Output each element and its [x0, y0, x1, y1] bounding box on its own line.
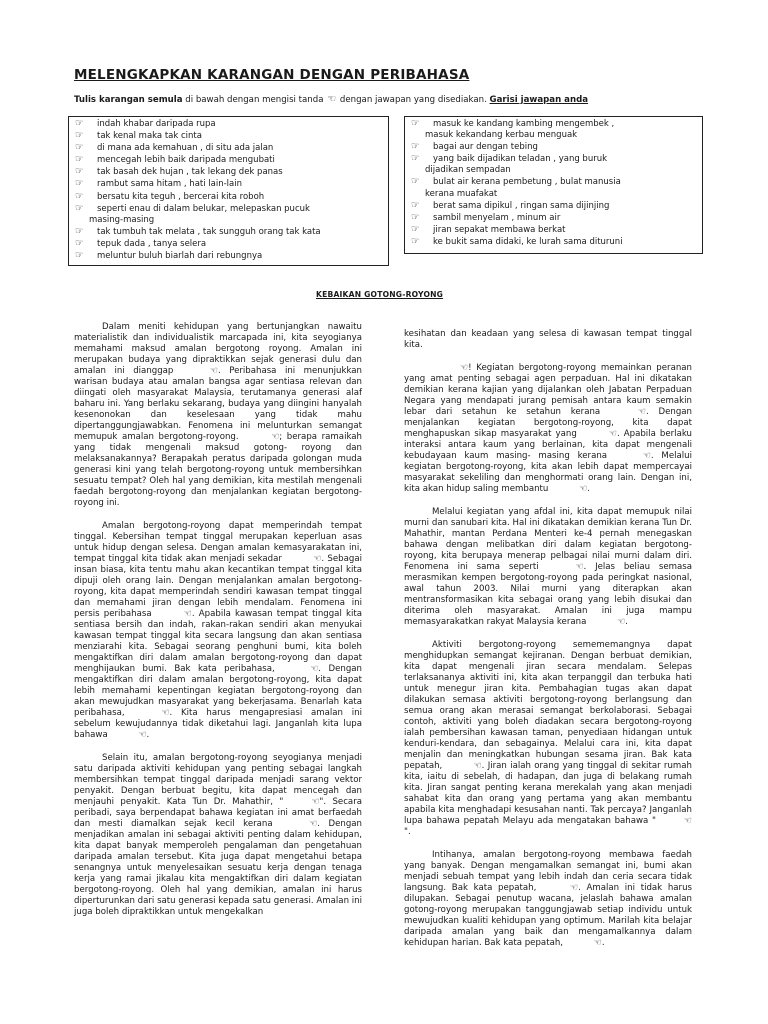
paragraph: Dalam meniti kehidupan yang bertunjangkan nawaitu materialistik dan individualistik marcapada ini, kita seyogianya memahami maksud amalan bergotong royong. Amalan ini merupakan budaya yang dipraktikkan sejak generasi dulu dan amalan ini dianggap ☜. Peribahasa ini menunjukkan warisan budaya atau amalan bangsa agar sentiasa relevan dan diingati oleh masyarakat Malaysia, terutamanya generasi alaf baharu ini. Yang berlaku sekarang, budaya yang diingini hanyalah kesenonokan dan keselesaan yang tidak mahu dipertanggungjawabkan. Fenomena ini melunturkan semangat memupuk amalan bergotong-royong. ☜; berapa ramaikah yang tidak mengenali maksud gotong- royong dan melaksanakannya? Berapakah peratus daripada golongan muda generasi kini yang telah bergotong-royong untuk membersihkan sesuatu tempat? Oleh hal yang demikian, kita mestilah mengenali faedah bergotong-royong dan menjalankan kegiatan bergotong-royong ini.	[74, 322, 362, 508]
list-item: ☞ masuk ke kandang kambing mengembek ,	[411, 118, 615, 129]
list-item: ☞ sambil menyelam , minum air	[411, 211, 561, 223]
proverb-box-left	[68, 116, 389, 266]
instruction-underline: Garisi jawapan anda	[489, 95, 589, 105]
list-item: ☞ mencegah lebih baik daripada mengubati	[75, 154, 275, 166]
hand-bullet-icon: ☞	[75, 166, 83, 178]
blank-pointer-icon: ☜	[642, 451, 651, 461]
list-item: ☞ ke bukit sama didaki, ke lurah sama dituruni	[411, 235, 623, 247]
blank-pointer-icon: ☜	[608, 429, 617, 439]
list-item: ☞ bulat air kerana pembetung , bulat manusia	[411, 176, 621, 188]
blank-pointer-icon: ☜	[209, 366, 218, 376]
paragraph: Aktiviti bergotong-royong semememangnya dapat menghidupkan semangat kejiranan. Dengan berbuat demikian, kita dapat mengenali jiran secara mendalam. Selepas terlaksananya aktiviti ini, kita akan terpanggil dan terbuka hati untuk menegur jiran kita. Pembahagian tugas akan dapat dilakukan semasa aktiviti bergotong-royong berlangsung dan semua orang akan merasai semangat berkolaborasi. Sebagai contoh, aktiviti yang boleh diadakan secara bergotong-royong ialah pembersihan kawasan taman, penyediaan hidangan untuk kenduri-kendara, dan sebagainya. Melalui cara ini, kita dapat menjalin dan meningkatkan hubungan sesama jiran. Bak kata pepatah, ☜. Jiran ialah orang yang tinggal di sekitar rumah kita, iaitu di sebelah, di hadapan, dan juga di belakang rumah kita. Jiran sangat penting kerana merekalah yang akan menjadi sahabat kita dan orang yang pertama yang akan membantu apabila kita menghadapi kesusahan nanti. Tak percaya? Janganlah lupa bahawa pepatah Melayu ada mengatakan bahawa " ☜".	[404, 640, 692, 837]
hand-bullet-icon: ☞	[75, 190, 83, 202]
article-column-right	[404, 329, 692, 961]
blank-pointer-icon: ☜	[161, 708, 170, 718]
paragraph: Amalan bergotong-royong dapat memperindah tempat tinggal. Kebersihan tempat tinggal merupakan keperluan asas untuk hidup dengan selesa. Dengan amalan kemasyarakatan ini, tempat tinggal kita tidak akan menjadi sekadar ☜. Sebagai insan biasa, kita tentu mahu akan kecantikan tempat tinggal kita dipuji oleh orang lain. Dengan menjalankan amalan bergotong-royong, kita dapat memperindah sendiri kawasan tempat tinggal dan memahami jiran dengan lebih mendalam. Fenomena ini persis peribahasa ☜. Apabila kawasan tempat tinggal kita sentiasa bersih dan indah, rakan-rakan sendiri akan menyukai kawasan tempat tinggal kita secara langsung dan akan sentiasa menziarahi kita. Sebagai seorang penghuni bumi, kita boleh mengaktifkan diri dalam amalan bergotong-royong dan dapat menghijaukan bumi. Bak kata peribahasa, ☜. Dengan mengaktifkan diri dalam amalan bergotong-royong, kita dapat lebih memahami kepentingan kegiatan bergotong-royong dan akan mewujudkan masyarakat yang bekerjasama. Benarlah kata peribahasa, ☜. Kita harus mengapresiasi amalan ini sebelum kewujudannya tidak diketahui lagi. Janganlah kita lupa bahawa ☜.	[74, 521, 363, 740]
blank-pointer-icon: ☜	[570, 883, 579, 893]
list-item: ☞ yang baik dijadikan teladan , yang buruk	[411, 153, 608, 165]
instruction-text-1: di bawah dengan mengisi tanda	[182, 95, 327, 105]
list-item: ☞ tak kenal maka tak cinta	[75, 130, 202, 142]
blank-pointer-icon: ☜	[473, 761, 482, 771]
list-item-continuation: masing-masing	[89, 214, 155, 225]
paragraph: Melalui kegiatan yang afdal ini, kita dapat memupuk nilai murni dan sanubari kita. Hal ini dikatakan demikian kerana Tun Dr. Mahathir, mantan Perdana Menteri ke-4 pernah menegaskan bahawa dengan melibatkan diri dalam kegiatan bergotong-royong, kita berupaya menerap pelbagai nilai murni dalam diri. Fenomena ini sama seperti ☜. Jelas beliau semasa merasmikan kempen bergotong-royong pada peringkat nasional, awal tahun 2003. Nilai murni yang diterapkan akan mentransformasikan kita sebagai orang yang lebih disukai dan diterima oleh masyarakat. Amalan ini juga mampu memasyarakatkan rakyat Malaysia kerana ☜.	[404, 507, 692, 627]
list-item: ☞ tak basah dek hujan , tak lekang dek panas	[75, 166, 283, 178]
blank-pointer-icon: ☜	[617, 617, 626, 627]
blank-pointer-icon: ☜	[309, 819, 318, 829]
hand-bullet-icon: ☞	[75, 130, 83, 142]
list-item: ☞ seperti enau di dalam belukar, melepaskan pucuk	[75, 202, 310, 214]
instruction-line	[74, 95, 674, 105]
list-item-continuation: masuk kekandang kerbau menguak	[425, 130, 578, 141]
hand-bullet-icon: ☞	[411, 153, 419, 165]
blank-pointer-icon: ☜	[311, 797, 320, 807]
hand-bullet-icon: ☞	[75, 178, 83, 190]
list-item: ☞ indah khabar daripada rupa	[75, 118, 216, 129]
blank-pointer-icon: ☜	[683, 816, 692, 826]
hand-bullet-icon: ☞	[411, 199, 419, 211]
paragraph: Intihanya, amalan bergotong-royong membawa faedah yang banyak. Dengan mengamalkan semangat ini, bumi akan menjadi sebuah tempat yang lebih indah dan ceria secara tidak langsung. Bak kata pepatah, ☜. Amalan ini tidak harus dilupakan. Sebagai penutup wacana, jelaslah bahawa amalan gotong-royong merupakan tanggungjawab setiap individu untuk mewujudkan kualiti kehidupan yang optimum. Marilah kita belajar daripada amalan yang baik dan mengamalkannya dalam kehidupan harian. Bak kata pepatah, ☜.	[404, 850, 693, 948]
blank-pointer-icon: ☜	[593, 938, 602, 948]
list-item: ☞ bersatu kita teguh , bercerai kita roboh	[75, 190, 265, 202]
hand-bullet-icon: ☞	[75, 142, 83, 154]
hand-bullet-icon: ☞	[411, 141, 419, 153]
list-item: ☞ bagai aur dengan tebing	[411, 141, 538, 153]
list-item-continuation: dijadikan sempadan	[425, 165, 511, 176]
list-item: ☞ berat sama dipikul , ringan sama dijinjing	[411, 199, 610, 211]
list-item: ☞ rambut sama hitam , hati lain-lain	[75, 178, 243, 190]
blank-pointer-icon: ☜	[637, 407, 646, 417]
hand-bullet-icon: ☞	[75, 250, 83, 262]
blank-pointer-icon: ☜	[138, 730, 147, 740]
hand-bullet-icon: ☞	[75, 202, 83, 214]
instruction-bold: Tulis karangan semula	[74, 95, 183, 105]
instruction-text-2: dengan jawapan yang disediakan.	[337, 95, 490, 105]
article-column-left	[74, 322, 362, 930]
hand-bullet-icon: ☞	[75, 118, 83, 129]
hand-bullet-icon: ☞	[75, 237, 83, 249]
worksheet-heading: MELENGKAPKAN KARANGAN DENGAN PERIBAHASA	[74, 67, 470, 83]
hand-bullet-icon: ☞	[411, 211, 419, 223]
proverb-box-right	[404, 116, 703, 254]
hand-bullet-icon: ☞	[411, 176, 419, 188]
hand-bullet-icon: ☞	[411, 118, 419, 129]
paragraph: kesihatan dan keadaan yang selesa di kawasan tempat tinggal kita.	[404, 329, 692, 350]
hand-bullet-icon: ☞	[411, 235, 419, 247]
blank-pointer-icon: ☜	[183, 609, 192, 619]
blank-pointer-icon: ☜	[575, 562, 584, 572]
hand-bullet-icon: ☞	[411, 223, 419, 235]
list-item-continuation: kerana muafakat	[425, 188, 498, 199]
hand-bullet-icon: ☞	[75, 225, 83, 237]
hand-bullet-icon: ☞	[75, 154, 83, 166]
list-item: ☞ di mana ada kemahuan , di situ ada jalan	[75, 142, 274, 154]
article-title: KEBAIKAN GOTONG-ROYONG	[316, 290, 444, 299]
blank-pointer-icon: ☜	[310, 664, 319, 674]
blank-pointer-icon: ☜	[313, 554, 322, 564]
blank-pointer-icon: ☜	[271, 432, 280, 442]
paragraph: ☜! Kegiatan bergotong-royong memainkan peranan yang amat penting sebagai agen perpaduan. Hal ini dikatakan demikian kerana kajian yang dijalankan oleh Jabatan Perpaduan Negara yang mendapati jurang pemisah antara kaum semakin lebar dari setahun ke setahun kerana ☜. Dengan menjalankan kegiatan bergotong-royong, kita dapat menghapuskan sikap masyarakat yang ☜. Apabila berlaku interaksi antara kaum yang berlainan, kita dapat mengenali kebudayaan kaum masing- masing kerana ☜. Melalui kegiatan bergotong-royong, kita akan lebih dapat mempercayai masyarakat sekeliling dan menghormati orang lain. Dengan ini, kita akan hidup saling membantu ☜.	[404, 363, 692, 494]
list-item: ☞ tak tumbuh tak melata , tak sungguh orang tak kata	[75, 225, 321, 237]
blank-pointer-icon: ☜	[460, 363, 469, 373]
paragraph: Selain itu, amalan bergotong-royong seyogianya menjadi satu daripada aktiviti kehidupan yang penting sebagai langkah membersihkan tempat tinggal daripada menjadi sarang vektor penyakit. Dengan berbuat begitu, kita dapat mencegah dan menjauhi penyakit. Kata Tun Dr. Mahathir, " ☜". Secara peribadi, saya berpendapat bahawa kegiatan ini amat berfaedah dan mesti diamalkan sejak kecil kerana ☜. Dengan menjadikan amalan ini sebagai aktiviti penting dalam kehidupan, kita dapat banyak memperoleh pengalaman dan pengetahuan daripada amalan tersebut. Kita juga dapat mengetahui betapa senangnya untuk menyelesaikan sesuatu kerja dengan tenaga kerja yang ramai jikalau kita mengaktifkan diri dalam kegiatan bergotong-royong. Oleh hal yang demikian, amalan ini harus diperturunkan dari satu generasi kepada satu generasi. Amalan ini juga boleh dipraktikkan untuk mengekalkan	[74, 753, 363, 917]
blank-pointer-icon: ☜	[579, 484, 588, 494]
list-item: ☞ meluntur buluh biarlah dari rebungnya	[75, 250, 263, 262]
list-item: ☞ jiran sepakat membawa berkat	[411, 223, 566, 235]
list-item: ☞ tepuk dada , tanya selera	[75, 237, 207, 249]
pointing-hand-icon: ☜	[327, 94, 337, 105]
